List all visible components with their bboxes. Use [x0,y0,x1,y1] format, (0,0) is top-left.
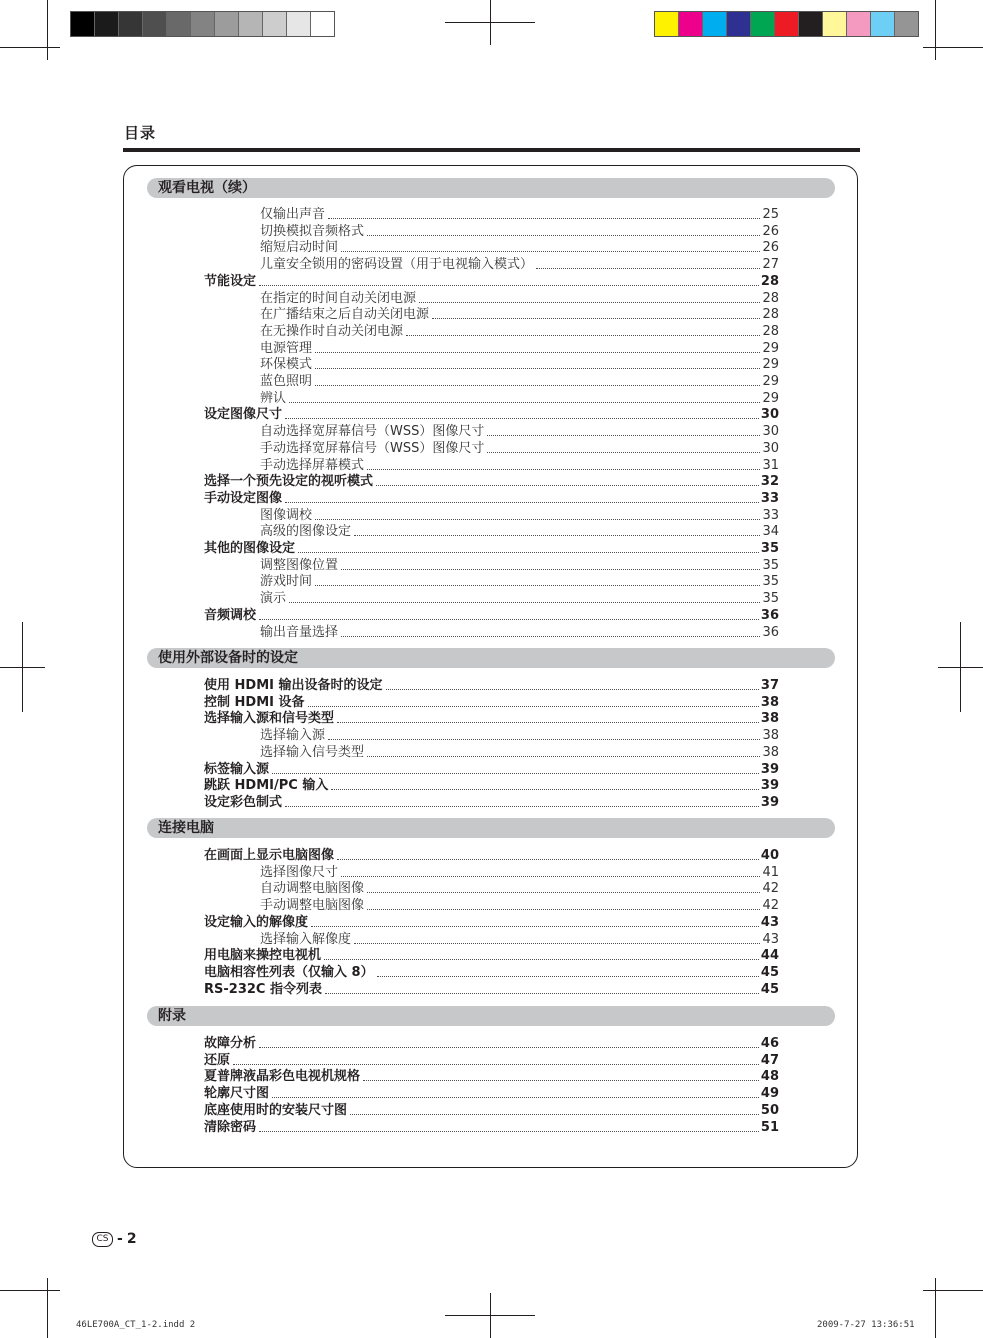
toc-entry-title: 缩短启动时间 [260,240,339,256]
gray-swatch [167,12,191,36]
toc-entry-title: 用电脑来操控电视机 [204,948,322,964]
color-swatch [871,12,895,36]
toc-subentry[interactable] [260,356,779,373]
color-swatch [703,12,727,36]
toc-entry-title: 自动选择宽屏幕信号（WSS）图像尺寸 [260,424,485,440]
gray-swatch [143,12,167,36]
toc-entry-title: 控制 HDMI 设备 [204,694,305,710]
toc-page-number: 26 [762,240,779,256]
gray-swatch [287,12,311,36]
gray-swatch [95,12,119,36]
dot-leader [315,368,760,369]
toc-page-number: 40 [760,848,779,863]
toc-entry[interactable] [204,847,779,864]
toc-entry[interactable] [204,1035,779,1052]
dot-leader [350,1114,759,1115]
toc-entry-title: 图像调校 [260,507,313,523]
toc-page-number: 29 [762,340,779,356]
language-badge: CS [92,1232,113,1247]
dot-leader [259,619,759,620]
toc-page-number: 49 [760,1086,779,1102]
toc-page-number: 50 [760,1102,779,1118]
toc-entry-title: 演示 [260,591,287,607]
toc-entry-title: 设定彩色制式 [204,794,283,810]
dot-leader [233,1064,759,1065]
dot-leader [337,859,759,860]
toc-entry[interactable] [204,1085,779,1102]
dot-leader [259,285,759,286]
dot-leader [289,402,760,403]
toc-page-number: 33 [762,507,779,523]
dot-leader [377,976,759,977]
toc-page-number: 32 [760,474,779,490]
toc-page-number: 30 [760,407,779,423]
dot-leader [432,318,760,319]
toc-entry-title: 辨认 [260,390,287,406]
toc-entry[interactable] [204,540,779,557]
toc-page-number: 45 [760,981,779,997]
toc-entry-title: 跳跃 HDMI/PC 输入 [204,778,329,794]
dot-leader [337,722,759,723]
toc-entry-title: 仅输出声音 [260,207,326,222]
toc-entry-title: 选择输入源 [260,728,326,744]
toc-subentry[interactable] [260,864,779,881]
toc-entry[interactable] [204,677,779,694]
dot-leader [311,926,759,927]
dot-leader [308,706,759,707]
toc-subentry[interactable] [260,897,779,914]
toc-page-number: 29 [762,390,779,406]
grayscale-calibration-bar [70,11,335,37]
toc-entry[interactable] [204,1068,779,1085]
toc-entry-title: 在广播结束之后自动关闭电源 [260,307,430,323]
toc-page-number: 41 [762,864,779,880]
dot-leader [328,218,760,219]
color-swatch [823,12,847,36]
toc-entry-title: 设定图像尺寸 [204,407,283,423]
toc-subentry[interactable] [260,507,779,524]
dot-leader [354,535,760,536]
toc-subentry[interactable] [260,206,779,223]
toc-entry-title: 选择一个预先设定的视听模式 [204,474,374,490]
toc-subentry[interactable] [260,523,779,540]
toc-entry-title: 其他的图像设定 [204,541,296,556]
toc-subentry[interactable] [260,373,779,390]
dot-leader [386,689,759,690]
dot-leader [419,302,760,303]
toc-subentry[interactable] [260,590,779,607]
toc-page-number: 28 [762,323,779,339]
dot-leader [341,569,760,570]
toc-page-number: 47 [760,1052,779,1068]
toc-entry-title: 手动调整电脑图像 [260,898,365,914]
toc-entry[interactable] [204,761,779,778]
footer-page-number [92,1231,137,1247]
toc-page-number: 28 [762,290,779,306]
dot-leader [324,959,759,960]
toc-entry-title: 标签输入源 [204,761,270,777]
toc-page-number: 51 [760,1119,779,1135]
dot-leader [341,636,760,637]
dot-leader [285,418,759,419]
toc-page-number: 31 [762,457,779,473]
toc-entry-title: 底座使用时的安装尺寸图 [204,1102,348,1118]
toc-entry[interactable] [204,794,779,811]
gray-swatch [71,12,95,36]
dot-leader [331,789,759,790]
toc-page-number: 42 [762,898,779,914]
dot-leader [367,892,760,893]
toc-entry[interactable] [204,964,779,981]
toc-page-number: 35 [762,557,779,573]
toc-page-number: 44 [760,948,779,964]
dot-leader [315,352,760,353]
gray-swatch [239,12,263,36]
color-swatch [775,12,799,36]
dot-leader [285,502,759,503]
toc-subentry[interactable] [260,390,779,407]
toc-page-number: 29 [762,374,779,389]
toc-subentry[interactable] [260,290,779,307]
section-heading: 附录 [147,1006,835,1026]
dot-leader [367,909,760,910]
section-heading: 连接电脑 [147,818,835,838]
toc-page-number: 39 [760,794,779,810]
color-swatch [655,12,679,36]
dot-leader [315,519,760,520]
toc-page-number: 34 [762,524,779,540]
toc-entry[interactable] [204,1119,779,1136]
toc-page-number: 28 [760,273,779,289]
toc-subentry[interactable] [260,306,779,323]
toc-page-number: 35 [762,574,779,590]
title-rule [123,148,860,152]
dot-leader [272,1097,759,1098]
toc-entry-title: 切换模拟音频格式 [260,223,365,239]
dot-leader [487,435,760,436]
toc-entry-title: 手动选择屏幕模式 [260,457,365,473]
toc-page-number: 25 [762,207,779,222]
toc-entry[interactable] [204,1052,779,1069]
dot-leader [315,385,760,386]
dot-leader [272,773,759,774]
color-calibration-bar [654,11,919,37]
dot-leader [328,739,760,740]
toc-entry-title: 调整图像位置 [260,557,339,573]
toc-page-number: 48 [760,1069,779,1085]
dot-leader [363,1080,759,1081]
toc-entry-title: 在画面上显示电脑图像 [204,848,335,863]
dot-leader [298,552,759,553]
toc-page-number: 28 [762,307,779,323]
toc-page-number: 36 [760,607,779,623]
color-swatch [679,12,703,36]
toc-entry-title: 输出音量选择 [260,624,339,640]
toc-subentry[interactable] [260,223,779,240]
dot-leader [367,756,760,757]
toc-entry-title: 使用 HDMI 输出设备时的设定 [204,678,383,693]
print-slug-date: 2009-7-27 13:36:51 [817,1320,915,1330]
toc-subentry[interactable] [260,256,779,273]
color-swatch [727,12,751,36]
toc-entry[interactable] [204,406,779,423]
dot-leader [315,585,760,586]
color-swatch [895,12,918,36]
section-heading: 使用外部设备时的设定 [147,648,835,668]
toc-entry[interactable] [204,914,779,931]
toc-entry-title: 游戏时间 [260,574,313,590]
toc-entry-title: 音频调校 [204,607,257,623]
toc-page-number: 39 [760,778,779,794]
toc-entry-title: 手动选择宽屏幕信号（WSS）图像尺寸 [260,440,485,456]
toc-entry[interactable] [204,710,779,727]
color-swatch [751,12,775,36]
dot-leader [259,1047,759,1048]
dot-leader [376,485,759,486]
toc-entry[interactable] [204,947,779,964]
toc-entry-title: 夏普牌液晶彩色电视机规格 [204,1069,361,1085]
toc-page-number: 35 [760,541,779,556]
toc-entry-title: 选择输入信号类型 [260,744,365,760]
toc-entry-title: 儿童安全锁用的密码设置（用于电视输入模式） [260,257,534,273]
toc-entry[interactable] [204,1102,779,1119]
color-swatch [799,12,823,36]
footer-separator: - [117,1231,123,1247]
toc-subentry[interactable] [260,880,779,897]
section-heading: 观看电视（续） [147,178,835,198]
toc-entry-title: 选择图像尺寸 [260,864,339,880]
toc-page-number: 38 [762,744,779,760]
toc-subentry[interactable] [260,323,779,340]
toc-subentry[interactable] [260,457,779,474]
toc-subentry[interactable] [260,573,779,590]
toc-page-number: 42 [762,881,779,897]
dot-leader [536,268,760,269]
toc-entry-title: 还原 [204,1052,231,1068]
toc-entry-title: 手动设定图像 [204,490,283,506]
toc-page-number: 39 [760,761,779,777]
toc-page-number: 43 [760,914,779,930]
toc-entry-title: 电源管理 [260,340,313,356]
dot-leader [367,235,760,236]
dot-leader [341,876,760,877]
toc-page-number: 37 [760,678,779,693]
toc-entry-title: RS-232C 指令列表 [204,981,322,997]
toc-entry-title: 在指定的时间自动关闭电源 [260,290,417,306]
toc-page-number: 38 [760,694,779,710]
dot-leader [354,943,760,944]
toc-entry[interactable] [204,694,779,711]
page-title: 目录 [124,124,157,142]
toc-subentry[interactable] [260,423,779,440]
toc-entry-title: 清除密码 [204,1119,257,1135]
toc-page-number: 38 [762,728,779,744]
toc-entry[interactable] [204,777,779,794]
toc-page-number: 38 [760,711,779,727]
gray-swatch [311,12,334,36]
toc-subentry[interactable] [260,744,779,761]
toc-entry-title: 节能设定 [204,273,257,289]
toc-entry-title: 在无操作时自动关闭电源 [260,323,404,339]
toc-subentry[interactable] [260,624,779,641]
dot-leader [259,1131,759,1132]
dot-leader [487,452,760,453]
gray-swatch [215,12,239,36]
toc-page-number: 27 [762,257,779,273]
toc-page-number: 30 [762,424,779,440]
toc-entry[interactable] [204,473,779,490]
toc-page-number: 26 [762,223,779,239]
dot-leader [406,335,760,336]
gray-swatch [119,12,143,36]
toc-page-number: 35 [762,591,779,607]
toc-page-number: 33 [760,490,779,506]
toc-entry[interactable] [204,981,779,998]
toc-subentry[interactable] [260,931,779,948]
gray-swatch [263,12,287,36]
toc-page-number: 30 [762,440,779,456]
toc-entry-title: 环保模式 [260,357,313,373]
gray-swatch [191,12,215,36]
toc-entry-title: 选择输入解像度 [260,931,352,947]
toc-page-number: 46 [760,1036,779,1051]
dot-leader [341,251,760,252]
dot-leader [285,806,759,807]
toc-entry[interactable] [204,273,779,290]
dot-leader [367,469,760,470]
toc-subentry[interactable] [260,557,779,574]
page-number: 2 [126,1231,137,1247]
toc-subentry[interactable] [260,239,779,256]
toc-entry-title: 故障分析 [204,1036,257,1051]
toc-page-number: 36 [762,624,779,640]
toc-subentry[interactable] [260,440,779,457]
toc-page-number: 45 [760,964,779,980]
toc-entry[interactable] [204,607,779,624]
dot-leader [325,993,759,994]
toc-entry-title: 轮廓尺寸图 [204,1086,270,1102]
toc-entry-title: 设定输入的解像度 [204,914,309,930]
toc-subentry[interactable] [260,727,779,744]
dot-leader [289,602,760,603]
toc-page-number: 43 [762,931,779,947]
color-swatch [847,12,871,36]
toc-entry-title: 自动调整电脑图像 [260,881,365,897]
print-slug-file: 46LE700A_CT_1-2.indd 2 [76,1320,196,1330]
toc-page-number: 29 [762,357,779,373]
toc-entry-title: 蓝色照明 [260,374,313,389]
toc-entry-title: 高级的图像设定 [260,524,352,540]
toc-entry[interactable] [204,490,779,507]
toc-subentry[interactable] [260,340,779,357]
toc-entry-title: 选择输入源和信号类型 [204,711,335,727]
toc-entry-title: 电脑相容性列表（仅输入 8） [204,964,374,980]
